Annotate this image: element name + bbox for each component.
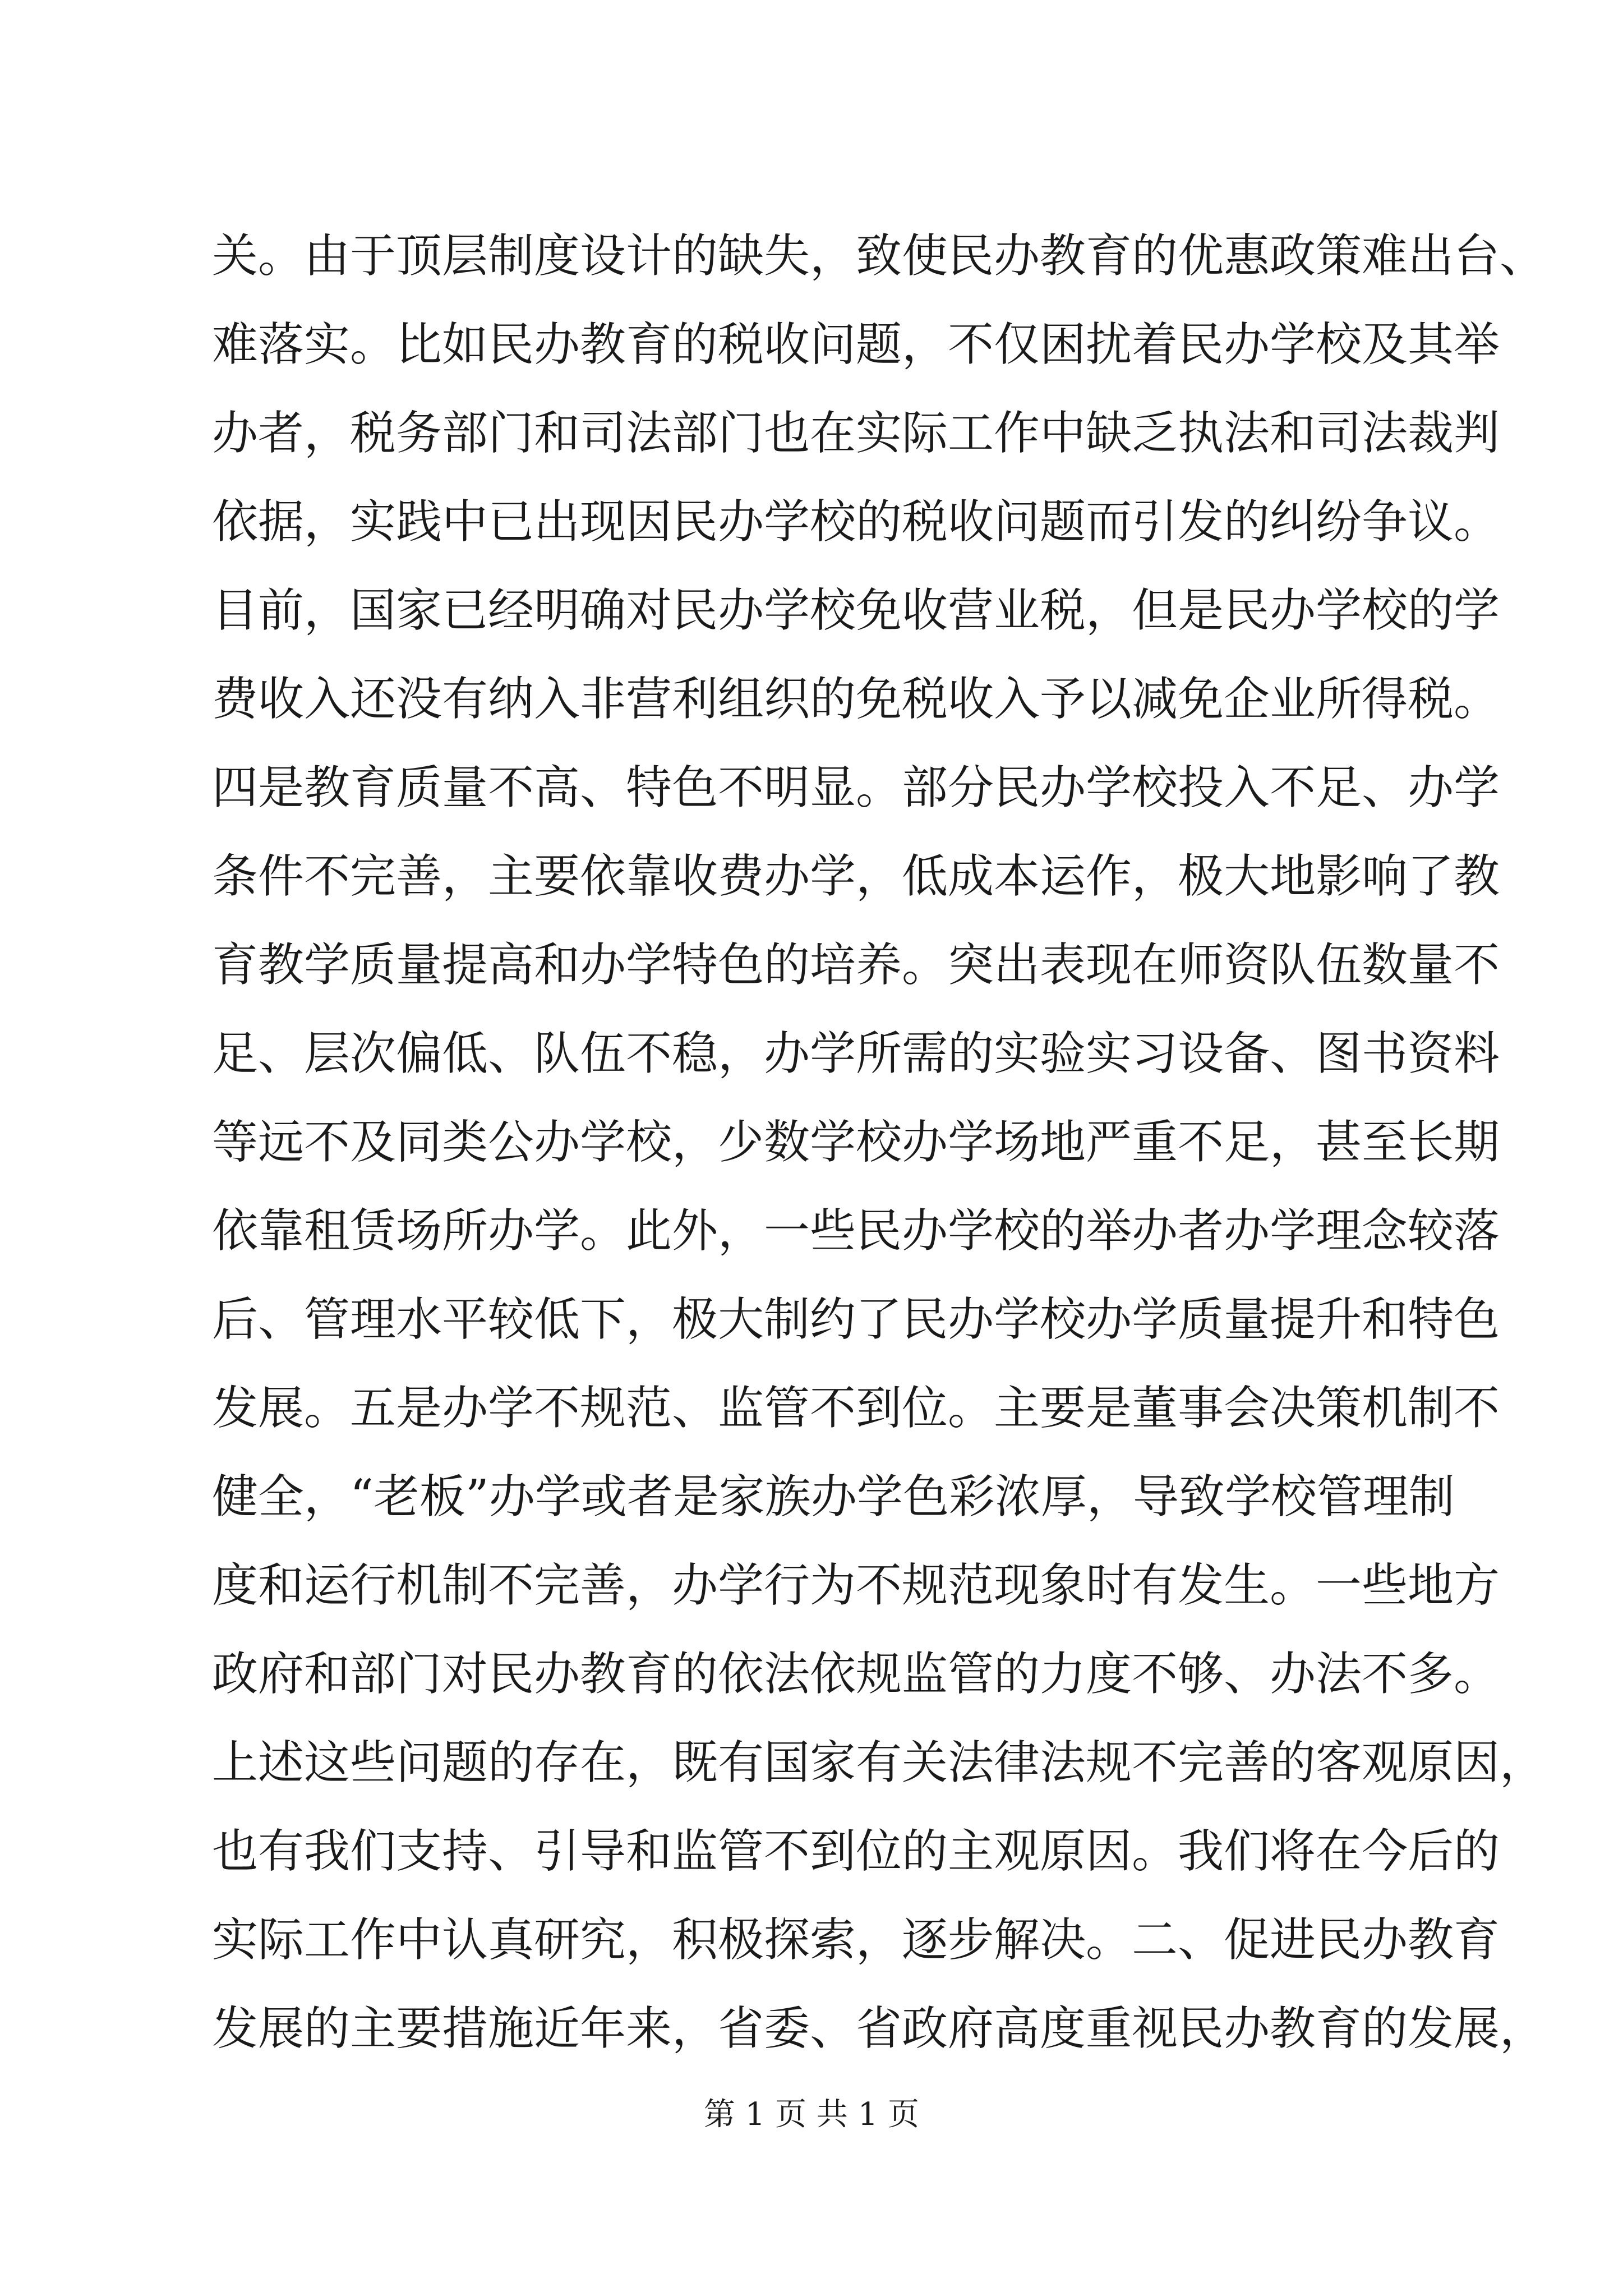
text-line-10: 足、层次偏低、队伍不稳，办学所需的实验实习设备、图书资料 — [212, 1027, 1500, 1080]
text-line-16: 度和运行机制不完善，办学行为不规范现象时有发生。一些地方 — [212, 1559, 1500, 1612]
text-line-12: 依靠租赁场所办学。此外，一些民办学校的举办者办学理念较落 — [212, 1204, 1500, 1258]
text-line-5: 目前，国家已经明确对民办学校免收营业税，但是民办学校的学 — [212, 584, 1500, 637]
text-line-4: 依据，实践中已出现因民办学校的税收问题而引发的纠纷争议。 — [212, 495, 1500, 549]
text-line-20: 实际工作中认真研究，积极探索，逐步解决。二、促进民办教育 — [212, 1913, 1500, 1967]
page-footer: 第 1 页 共 1 页 — [703, 2096, 920, 2133]
text-line-6: 费收入还没有纳入非营利组织的免税收入予以减免企业所得税。 — [212, 673, 1500, 726]
text-line-7: 四是教育质量不高、特色不明显。部分民办学校投入不足、办学 — [212, 761, 1500, 815]
text-line-8: 条件不完善，主要依靠收费办学，低成本运作，极大地影响了教 — [212, 850, 1500, 903]
document-body — [212, 212, 1546, 2073]
text-line-19: 也有我们支持、引导和监管不到位的主观原因。我们将在今后的 — [212, 1825, 1500, 1878]
text-line-3: 办者，税务部门和司法部门也在实际工作中缺乏执法和司法裁判 — [212, 407, 1500, 460]
text-line-2: 难落实。比如民办教育的税收问题，不仅困扰着民办学校及其举 — [212, 318, 1500, 371]
text-line-18: 上述这些问题的存在，既有国家有关法律法规不完善的客观原因， — [212, 1736, 1546, 1789]
text-line-21: 发展的主要措施近年来，省委、省政府高度重视民办教育的发展， — [212, 2002, 1546, 2055]
text-line-17: 政府和部门对民办教育的依法依规监管的力度不够、办法不多。 — [212, 1648, 1500, 1701]
text-line-13: 后、管理水平较低下，极大制约了民办学校办学质量提升和特色 — [212, 1293, 1500, 1346]
text-line-15: 健全，“老板”办学或者是家族办学色彩浓厚，导致学校管理制 — [212, 1470, 1455, 1524]
text-line-9: 育教学质量提高和办学特色的培养。突出表现在师资队伍数量不 — [212, 938, 1500, 992]
text-line-14: 发展。五是办学不规范、监管不到位。主要是董事会决策机制不 — [212, 1382, 1500, 1435]
text-line-1: 关。由于顶层制度设计的缺失，致使民办教育的优惠政策难出台、 — [212, 229, 1546, 283]
text-line-11: 等远不及同类公办学校，少数学校办学场地严重不足，甚至长期 — [212, 1116, 1500, 1169]
